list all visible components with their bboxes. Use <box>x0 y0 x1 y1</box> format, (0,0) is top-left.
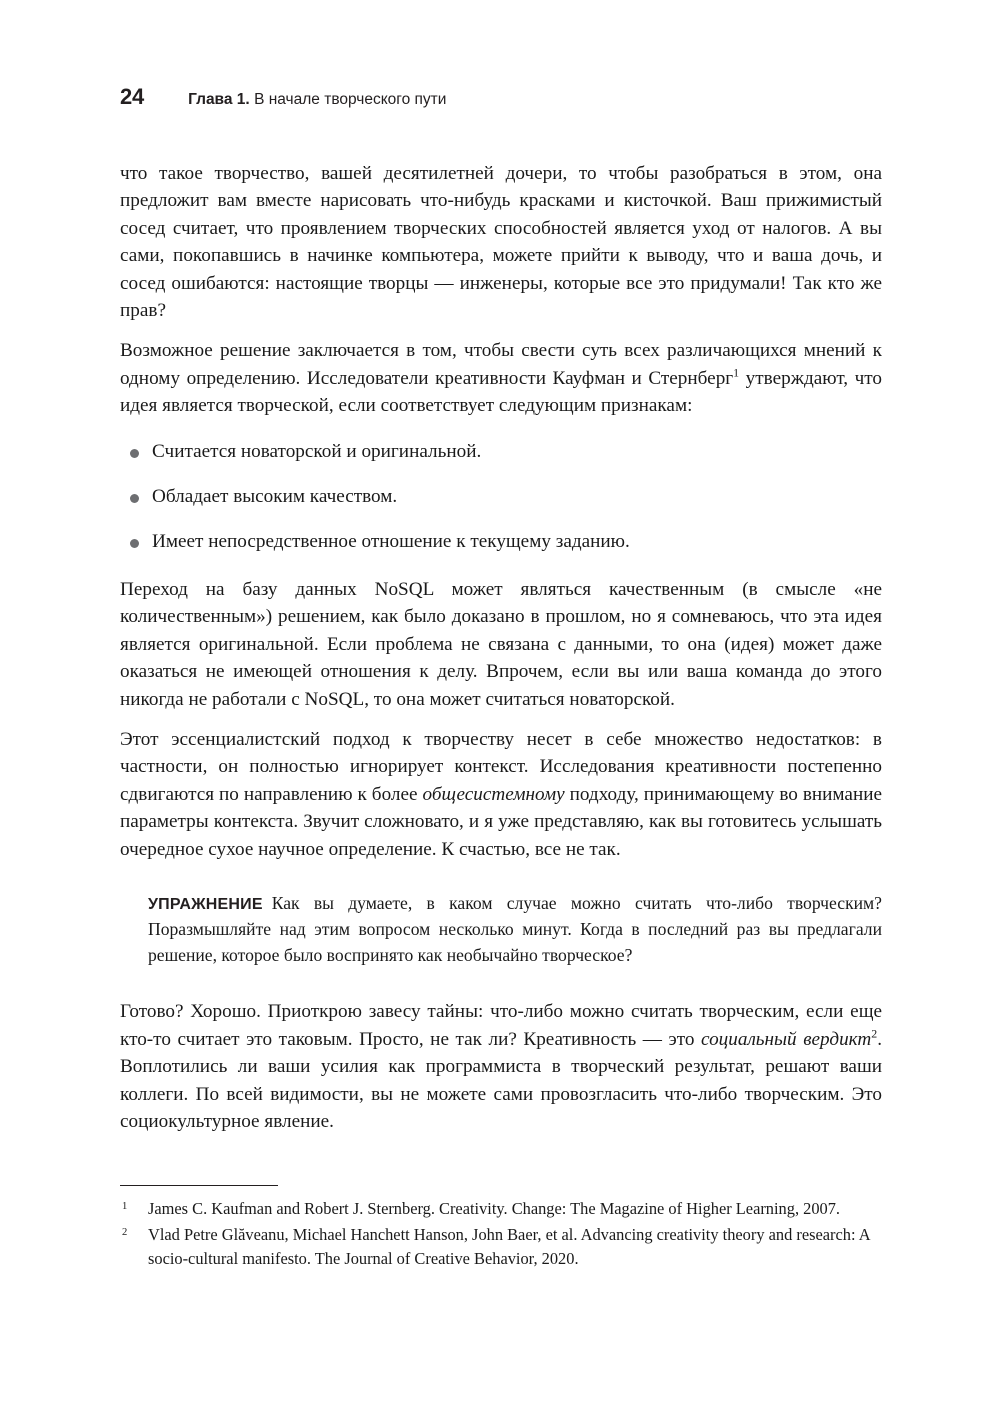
bullet-icon <box>130 494 139 503</box>
exercise-label: УПРАЖНЕНИЕ <box>148 895 263 913</box>
text-column <box>120 160 882 1135</box>
bullet-icon <box>130 449 139 458</box>
footnotes-section <box>120 1185 888 1272</box>
running-header <box>120 86 890 108</box>
list-item <box>120 528 882 555</box>
list-item-label: Имеет непосредственное отношение к текущему заданию. <box>152 531 630 553</box>
footnote-marker: 1 <box>122 1201 128 1213</box>
footnote-text: Vlad Petre Glăveanu, Michael Hanchett Hanson, John Baer, et al. Advancing creativity theory and research: A socio-cultural manifesto. The Journal of Creative Behavior, 2020. <box>148 1224 870 1268</box>
paragraph-verdict-part1: Готово? Хорошо. Приоткрою завесу тайны: что-либо можно считать творческим, если еще кто-то считает это таковым. Просто, не так ли? Креативность — это <box>120 1001 882 1050</box>
paragraph-nosql: Переход на базу данных NoSQL может являться качественным (в смысле «не количественным») решением, как было доказано в прошлом, но я сомневаюсь, что эта идея является оригинальной. Если проблема не связана с данными, то она (идея) может даже оказаться не имеющей отношения к делу. Впрочем, если вы или ваша команда до этого никогда не работали с NoSQL, то она может считаться новаторской. <box>120 578 882 710</box>
list-item <box>120 483 882 510</box>
exercise-callout <box>120 891 882 969</box>
chapter-title-text: В начале творческого пути <box>254 91 447 108</box>
paragraph-essentialist <box>120 726 882 863</box>
footnote-item <box>120 1223 888 1270</box>
footnote-ref-1[interactable]: 1 <box>733 365 740 380</box>
footnote-separator-rule <box>120 1185 278 1186</box>
list-item-label: Обладает высоким качеством. <box>152 486 398 508</box>
chapter-title <box>188 92 446 108</box>
paragraph-definition-part1: Возможное решение заключается в том, чтобы свести суть всех различающихся мнений к одному определению. Исследователи креативности Кауфман и Стернберг <box>120 340 882 389</box>
paragraph-essentialist-part2: подходу, принимающему во внимание параметры контекста. Звучит сложновато, и я уже представляю, как вы готовитесь услышать очередное сухое научное определение. К счастью, все не так. <box>120 783 883 860</box>
paragraph-definition <box>120 337 882 419</box>
list-item <box>120 438 882 465</box>
page-number: 24 <box>120 84 145 109</box>
exercise-body: Как вы думаете, в каком случае можно считать что-либо творческим? Поразмышляйте над этим вопросом несколько минут. Когда в последний раз вы предлагали решение, которое было воспринято как необычайно творческое? <box>148 892 882 965</box>
paragraph-verdict <box>120 998 882 1135</box>
footnote-ref-2[interactable]: 2 <box>871 1026 878 1041</box>
footnote-marker: 2 <box>122 1226 128 1238</box>
paragraph-verdict-part2: . Воплотились ли ваши усилия как программиста в творческий результат, решают ваши коллеги. По всей видимости, вы не можете сами провозгласить что-либо творческим. Это социокультурное явление. <box>120 1028 883 1133</box>
footnote-item <box>120 1197 888 1221</box>
criteria-list <box>120 438 882 556</box>
paragraph-continued: что такое творчество, вашей десятилетней дочери, то чтобы разобраться в этом, она предложит вам вместе нарисовать что-нибудь красками и кисточкой. Ваш прижимистый сосед считает, что проявлением творческих способностей является уход от налогов. А вы сами, покопавшись в начинке компьютера, можете прийти к выводу, что и ваша дочь, и сосед ошибаются: настоящие творцы — инженеры, которые все это придумали! Так кто же прав? <box>120 163 882 322</box>
emphasis-systemic: общесистемному <box>422 783 565 805</box>
bullet-icon <box>130 539 139 548</box>
paragraph-essentialist-part1: Этот эссенциалистский подход к творчеству несет в себе множество недостатков: в частности, он полностью игнорирует контекст. Исследования креативности постепенно сдвигаются по направлению к более <box>120 728 882 805</box>
paragraph-definition-part2: утверждают, что идея является творческой, если соответствует следующим признакам: <box>120 367 882 417</box>
list-item-label: Считается новаторской и оригинальной. <box>152 440 482 462</box>
emphasis-social-verdict: социальный вердикт <box>701 1028 872 1050</box>
chapter-number: Глава 1. <box>188 91 250 108</box>
footnote-text: James C. Kaufman and Robert J. Sternberg. Creativity. Change: The Magazine of Higher Learning, 2007. <box>148 1199 841 1219</box>
